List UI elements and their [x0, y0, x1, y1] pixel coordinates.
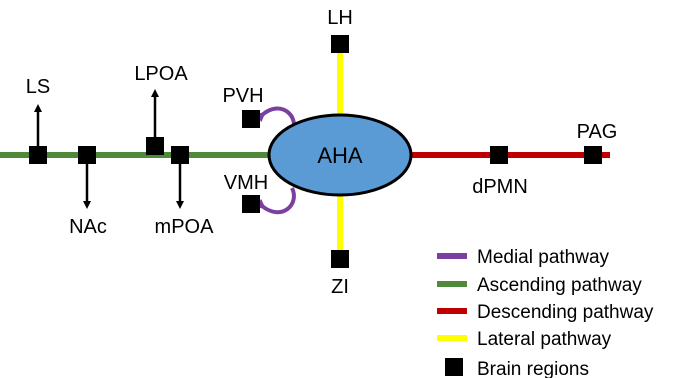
label-ls: LS — [25, 76, 51, 98]
region-ls — [29, 146, 47, 164]
legend — [437, 247, 654, 378]
legend-medial-label: Medial pathway — [477, 247, 610, 268]
region-lpoa — [146, 137, 164, 155]
region-mpoa — [171, 146, 189, 164]
label-pvh: PVH — [222, 85, 264, 107]
legend-region-swatch — [445, 358, 463, 376]
region-zi — [331, 250, 349, 268]
region-pvh — [242, 110, 260, 128]
label-zi: ZI — [331, 276, 349, 298]
region-dpmn — [490, 146, 508, 164]
region-lh — [331, 35, 349, 53]
legend-ascending-label: Ascending pathway — [477, 275, 642, 296]
region-pag — [584, 146, 602, 164]
label-vmh: VMH — [223, 172, 269, 194]
legend-descending-label: Descending pathway — [477, 302, 654, 323]
label-dpmn: dPMN — [472, 176, 528, 198]
legend-lateral-label: Lateral pathway — [477, 329, 612, 350]
aha-label: AHA — [317, 143, 363, 168]
label-nac: NAc — [69, 216, 107, 238]
legend-region-label: Brain regions — [477, 359, 589, 378]
label-mpoa: mPOA — [154, 216, 214, 238]
label-pag: PAG — [576, 121, 618, 143]
label-lpoa: LPOA — [134, 63, 188, 85]
region-nac — [78, 146, 96, 164]
label-lh: LH — [327, 7, 353, 29]
region-vmh — [242, 195, 260, 213]
